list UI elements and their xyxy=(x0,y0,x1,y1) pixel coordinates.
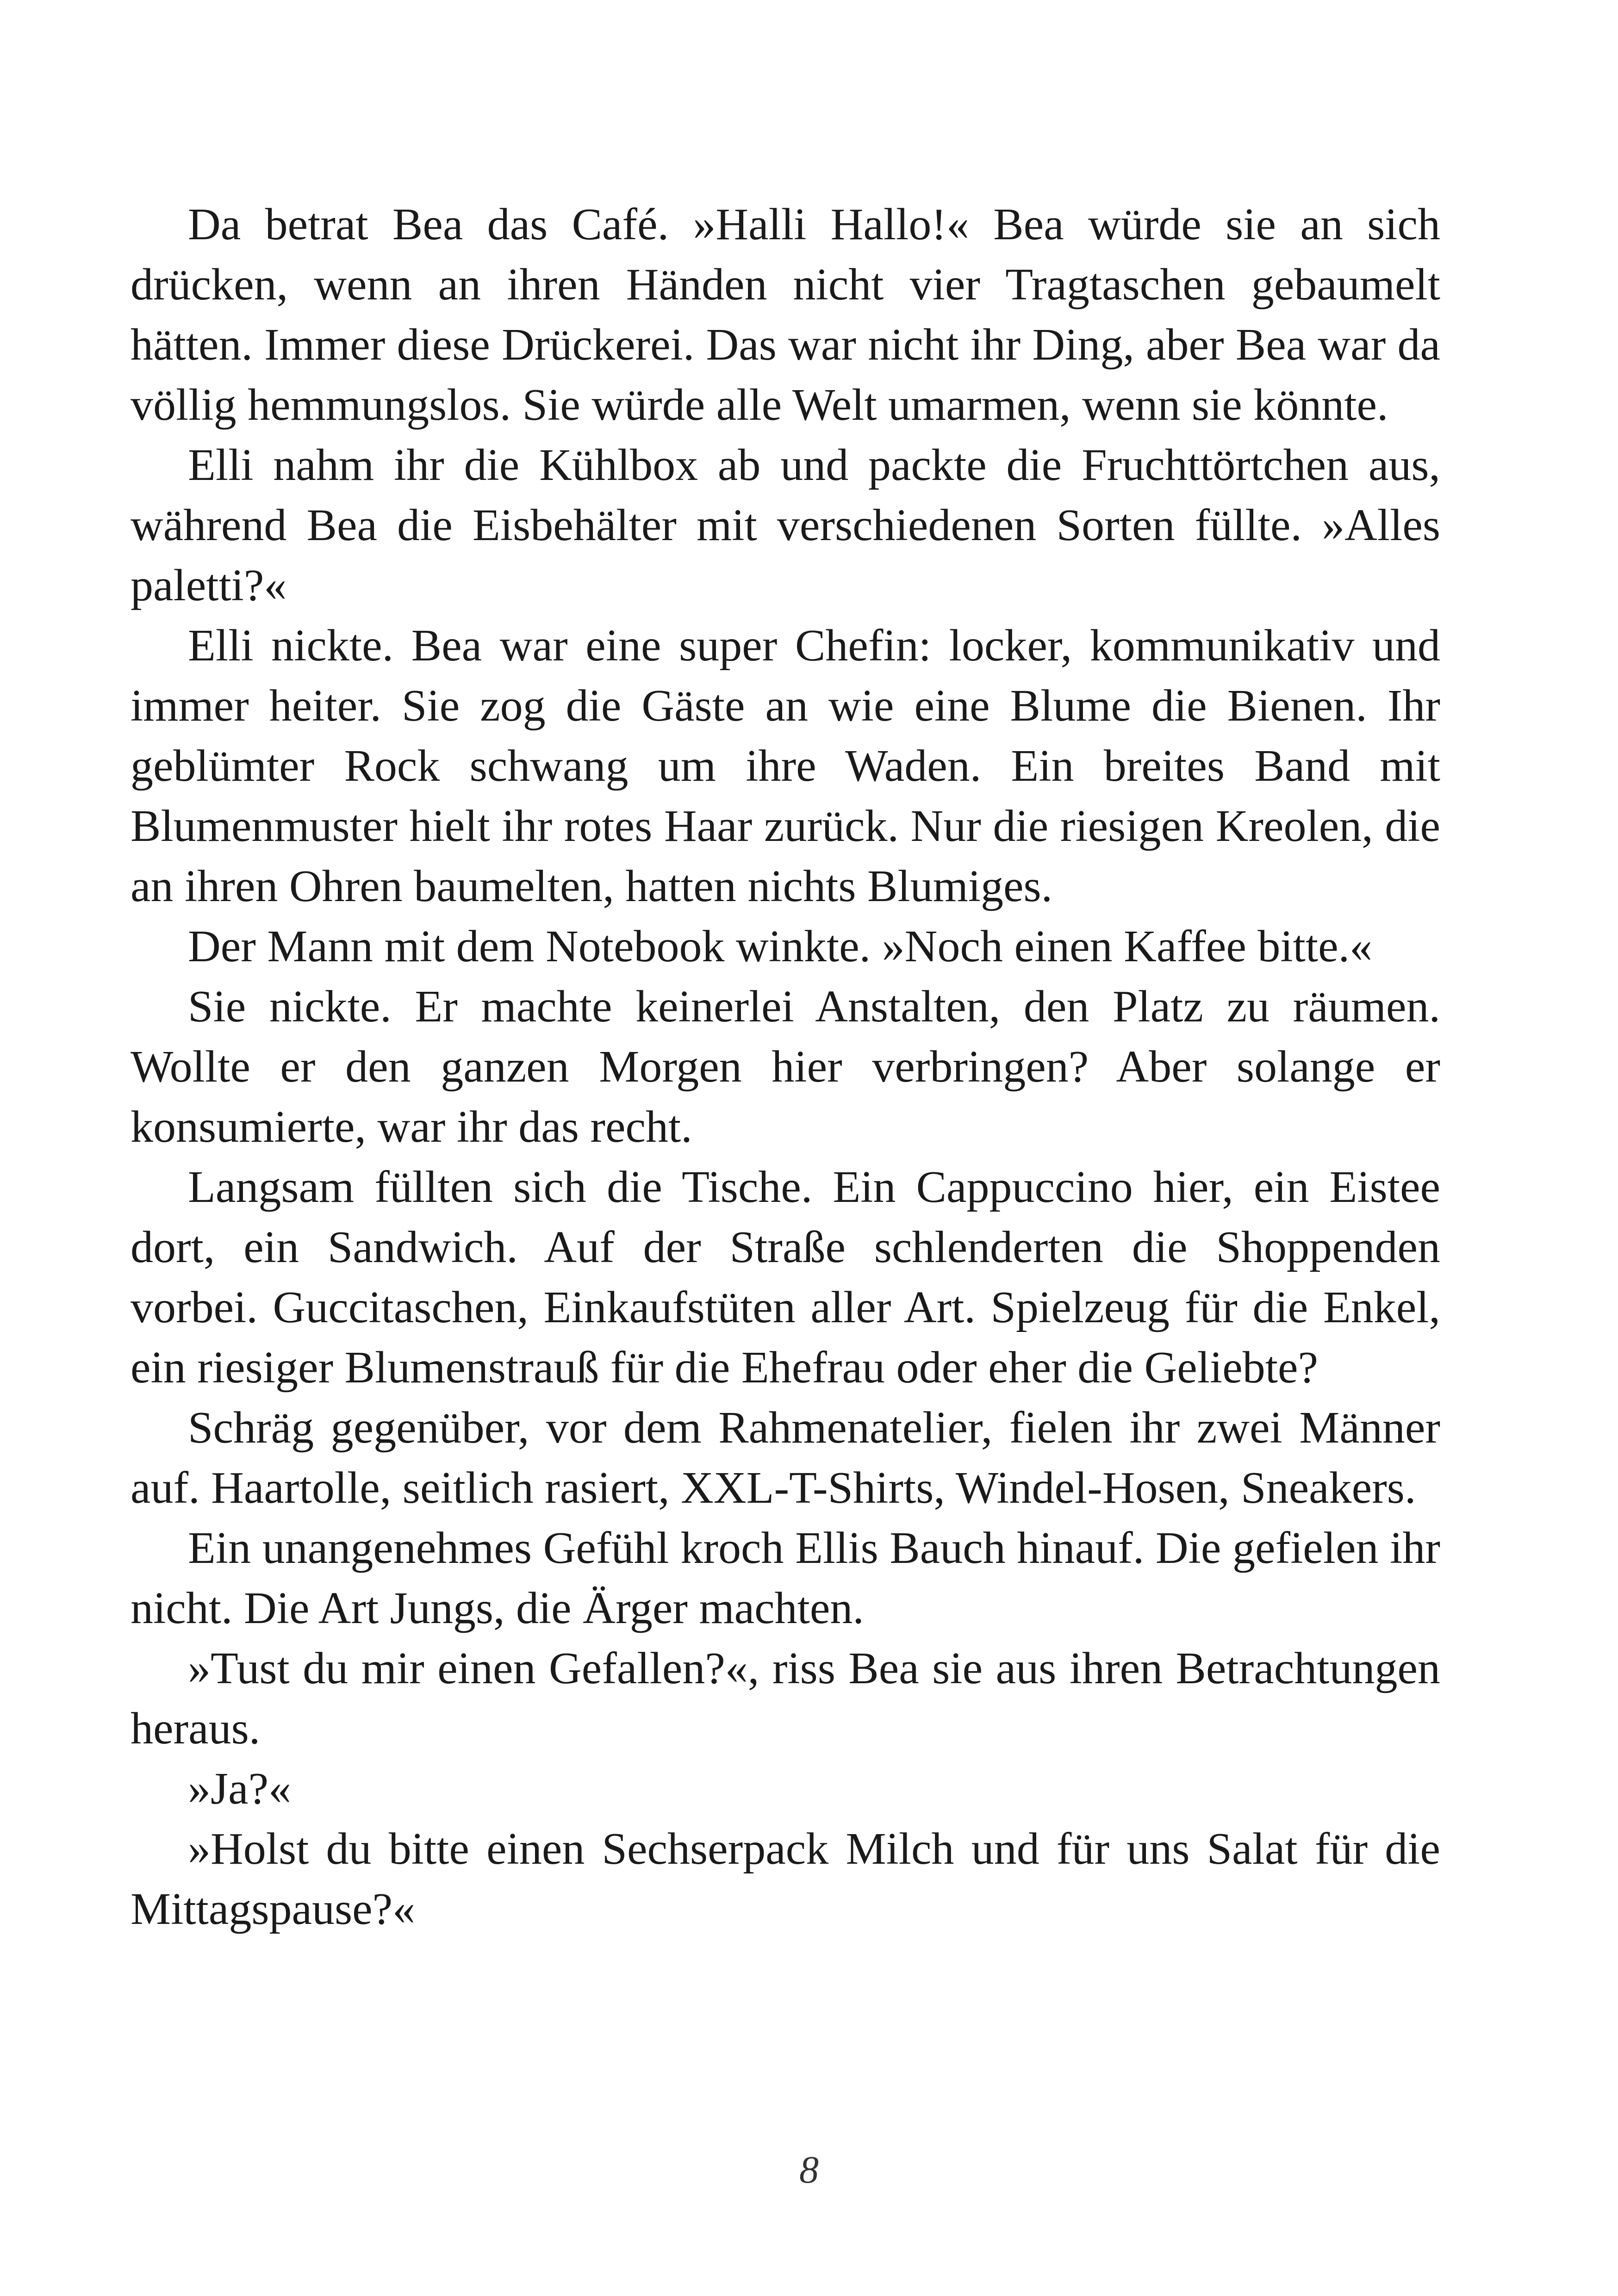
paragraph: Sie nickte. Er machte keinerlei Anstalten, den Platz zu räumen. Wollte er den ganzen Morgen hier verbringen? Aber solange er konsumierte, war ihr das recht. xyxy=(131,982,1440,1152)
paragraph: Langsam füllten sich die Tische. Ein Cappuccino hier, ein Eistee dort, ein Sandwich. Auf der Straße schlenderten die Shoppenden vorbei. Guccitaschen, Einkaufstüten aller Art. Spielzeug für die Enkel, ein riesiger Blumenstrauß für die Ehefrau oder eher die Geliebte? xyxy=(131,1162,1440,1393)
paragraph: Der Mann mit dem Notebook winkte. »Noch einen Kaffee bitte.« xyxy=(188,921,1373,971)
paragraph: Schräg gegenüber, vor dem Rahmenatelier, fielen ihr zwei Männer auf. Haartolle, seitlich rasiert, XXL-T-Shirts, Windel-Hosen, Sneakers. xyxy=(131,1403,1440,1513)
page-number: 8 xyxy=(799,2148,819,2191)
paragraph: Elli nickte. Bea war eine super Chefin: locker, kommunikativ und immer heiter. Sie zog die Gäste an wie eine Blume die Bienen. Ihr geblümter Rock schwang um ihre Waden. Ein breites Band mit Blumenmuster hielt ihr rotes Haar zurück. Nur die riesigen Kreolen, die an ihren Ohren baumelten, hatten nichts Blumiges. xyxy=(131,621,1440,911)
body-text xyxy=(131,194,1440,1939)
paragraph: »Holst du bitte einen Sechserpack Milch und für uns Salat für die Mittagspause?« xyxy=(131,1824,1440,1934)
paragraph: Elli nahm ihr die Kühlbox ab und packte die Fruchttörtchen aus, während Bea die Eisbehälter mit verschiedenen Sorten füllte. »Alles paletti?« xyxy=(131,440,1440,610)
paragraph: »Tust du mir einen Gefallen?«, riss Bea sie aus ihren Betrachtungen heraus. xyxy=(131,1643,1440,1754)
paragraph: »Ja?« xyxy=(188,1764,292,1814)
paragraph: Da betrat Bea das Café. »Halli Hallo!« Bea würde sie an sich drücken, wenn an ihren Händen nicht vier Tragtaschen gebaumelt hätten. Immer diese Drückerei. Das war nicht ihr Ding, aber Bea war da völlig hemmungslos. Sie würde alle Welt umarmen, wenn sie könnte. xyxy=(131,199,1440,430)
paragraph: Ein unangenehmes Gefühl kroch Ellis Bauch hinauf. Die gefielen ihr nicht. Die Art Jungs, die Ärger machten. xyxy=(131,1523,1440,1633)
